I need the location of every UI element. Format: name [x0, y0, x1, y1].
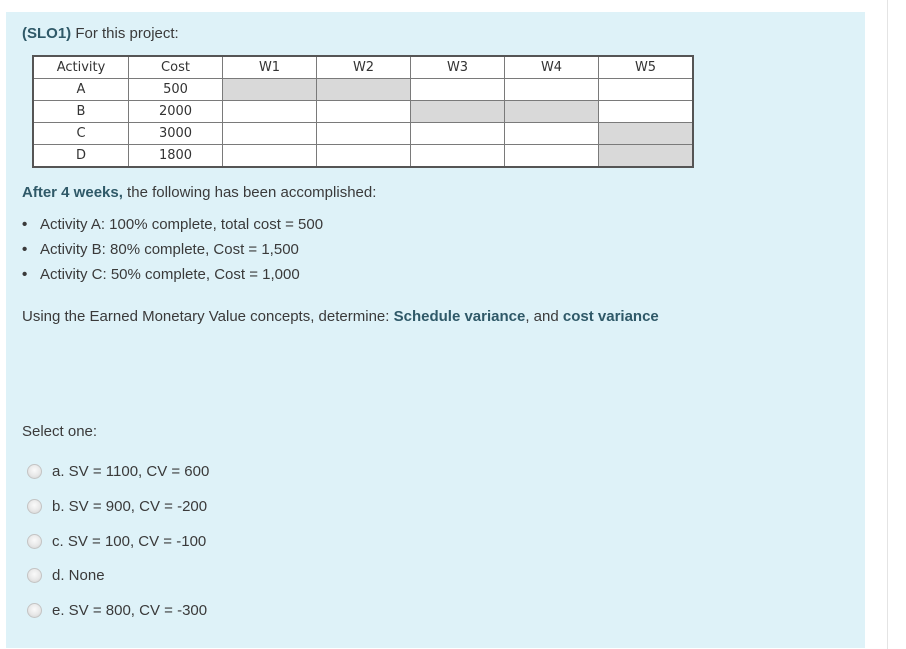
radio-icon[interactable] — [27, 464, 42, 479]
cell-week-5 — [599, 101, 694, 123]
cell-activity: A — [33, 79, 129, 101]
progress-intro-rest: the following has been accomplished: — [122, 184, 377, 201]
progress-intro-bold: After 4 weeks, — [22, 184, 123, 201]
list-item — [22, 266, 323, 291]
option-label: c. SV = 100, CV = -100 — [52, 532, 207, 550]
header-w2: W2 — [317, 56, 411, 79]
table-row — [33, 79, 693, 101]
cell-week-3 — [411, 101, 505, 123]
bullet-icon: • — [22, 241, 28, 258]
cell-activity: D — [33, 145, 129, 168]
fact-text: Activity C: 50% complete, Cost = 1,000 — [40, 266, 300, 283]
cell-cost: 1800 — [129, 145, 223, 168]
bullet-icon: • — [22, 266, 28, 283]
instruction-text — [22, 308, 659, 325]
header-activity: Activity — [33, 56, 129, 79]
radio-icon[interactable] — [27, 499, 42, 514]
option-label: a. SV = 1100, CV = 600 — [52, 462, 210, 480]
list-item — [22, 216, 323, 241]
header-w3: W3 — [411, 56, 505, 79]
instruction-middle: , and — [525, 308, 563, 325]
option-e[interactable] — [27, 599, 207, 621]
cell-week-5 — [599, 123, 694, 145]
cell-cost: 2000 — [129, 101, 223, 123]
cell-week-1 — [223, 145, 317, 168]
term-cost-variance: cost variance — [562, 308, 659, 325]
schedule-table — [32, 55, 694, 168]
fact-text: Activity A: 100% complete, total cost = 500 — [40, 216, 324, 233]
header-w1: W1 — [223, 56, 317, 79]
cell-cost: 500 — [129, 79, 223, 101]
instruction-prefix: Using the Earned Monetary Value concepts, determine: — [22, 308, 394, 325]
list-item — [22, 241, 323, 266]
option-c[interactable] — [27, 530, 206, 552]
option-a[interactable] — [27, 460, 209, 482]
cell-week-3 — [411, 123, 505, 145]
question-intro — [22, 25, 179, 42]
cell-week-3 — [411, 145, 505, 168]
cell-week-4 — [505, 101, 599, 123]
cell-week-5 — [599, 145, 694, 168]
question-tag: (SLO1) — [22, 25, 72, 42]
cell-week-2 — [317, 101, 411, 123]
progress-list — [22, 216, 323, 291]
cell-week-4 — [505, 145, 599, 168]
fact-text: Activity B: 80% complete, Cost = 1,500 — [40, 241, 299, 258]
cell-activity: C — [33, 123, 129, 145]
cell-week-5 — [599, 79, 694, 101]
radio-icon[interactable] — [27, 603, 42, 618]
radio-icon[interactable] — [27, 534, 42, 549]
option-label: d. None — [52, 566, 105, 584]
header-cost: Cost — [129, 56, 223, 79]
cell-week-4 — [505, 79, 599, 101]
progress-intro — [22, 184, 376, 201]
option-label: e. SV = 800, CV = -300 — [52, 601, 208, 619]
term-schedule-variance: Schedule variance — [393, 308, 526, 325]
cell-week-1 — [223, 123, 317, 145]
option-label: b. SV = 900, CV = -200 — [52, 497, 208, 515]
table-row — [33, 145, 693, 168]
table-row — [33, 101, 693, 123]
radio-icon[interactable] — [27, 568, 42, 583]
header-w4: W4 — [505, 56, 599, 79]
bullet-icon: • — [22, 216, 28, 233]
page-divider — [887, 0, 888, 649]
cell-week-2 — [317, 145, 411, 168]
option-d[interactable] — [27, 564, 105, 586]
cell-week-4 — [505, 123, 599, 145]
table-header-row — [33, 56, 693, 79]
cell-week-2 — [317, 123, 411, 145]
option-b[interactable] — [27, 495, 207, 517]
question-text: For this project: — [75, 25, 179, 42]
cell-week-1 — [223, 101, 317, 123]
cell-week-3 — [411, 79, 505, 101]
cell-week-2 — [317, 79, 411, 101]
cell-cost: 3000 — [129, 123, 223, 145]
header-w5: W5 — [599, 56, 694, 79]
cell-week-1 — [223, 79, 317, 101]
select-one-label: Select one: — [22, 423, 98, 440]
cell-activity: B — [33, 101, 129, 123]
table-row — [33, 123, 693, 145]
